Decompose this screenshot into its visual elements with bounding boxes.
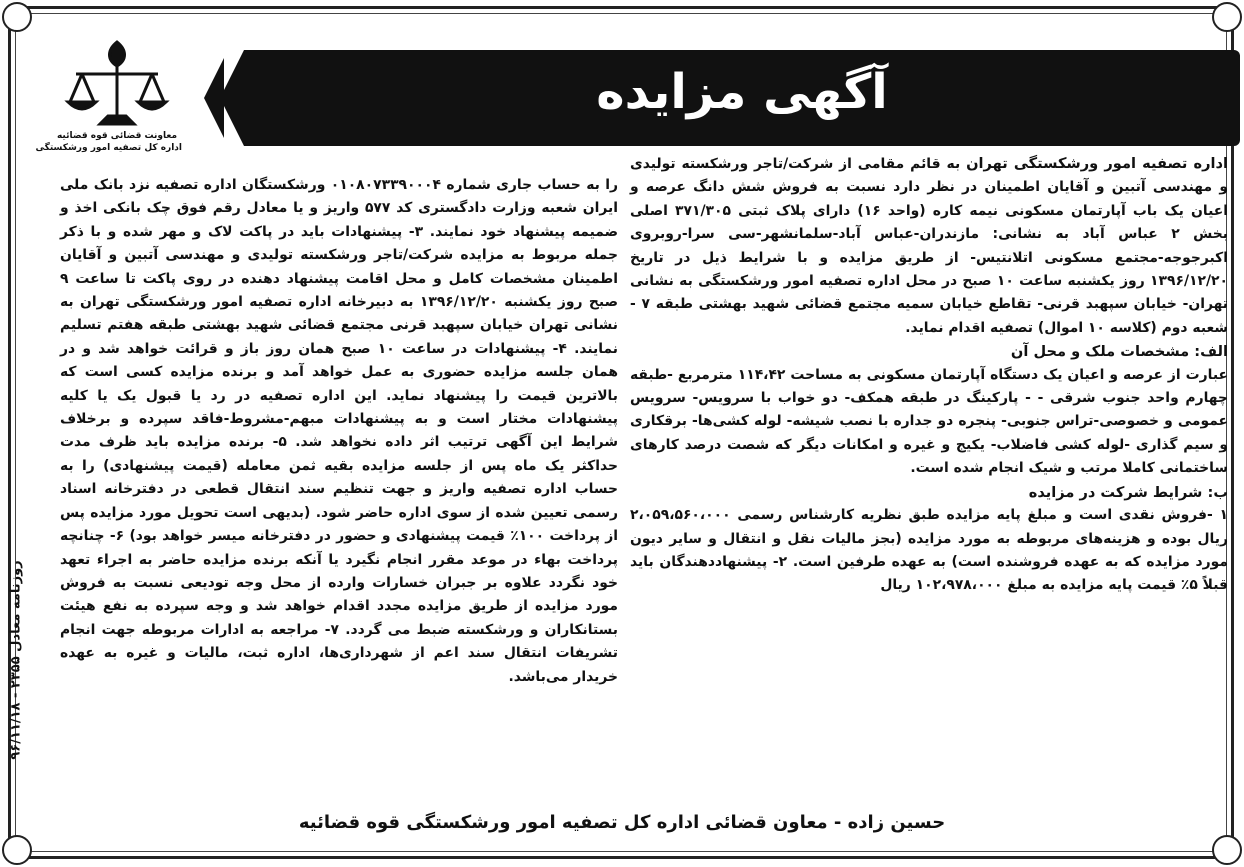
frame-corner-ornament bbox=[2, 2, 32, 32]
intro-body: به قائم مقامی از شرکت/تاجر ورشکسته تولیدی و مهندسی آتبین و آقایان اطمینان در نظر دارد نسبت به فروش شش دانگ عرصه و اعیان یک باب آپارتمان مسکونی نیمه کاره (واحد ۱۶) دارای پلاک ثبتی ۳۷۱/۳۰۵ اصلی بخش ۲ عباس آباد به نشانی: مازندران-عباس آباد-سلمانشهر-سی سرا-روبروی اکبرجوجه-مجتمع مسکونی اتلانتیس- از طریق مزایده و با شرایط ذیل در تاریخ ۱۳۹۶/۱۲/۲۰ روز یکشنبه ساعت ۱۰ صبح در محل اداره تصفیه امور ورشکستگی به نشانی تهران- خیابان سپهبد قرنی- تقاطع خیابان سمیه مجتمع قضائی شهید بهشتی طبقه ۷ - شعبه دوم (کلاسه ۱۰ اموال) تصفیه اقدام نماید. bbox=[630, 156, 1229, 336]
section-b-heading: ب: شرایط شرکت در مزایده bbox=[1028, 483, 1228, 501]
emblem-caption-line1: معاونت قضائی قوه قضائیه bbox=[56, 131, 178, 141]
emblem-caption-line2: اداره کل تصفیه امور ورشکستگی bbox=[35, 143, 182, 153]
ad-column-right bbox=[630, 152, 1228, 598]
issuer-name: اداره تصفیه امور ورشکستگی تهران bbox=[966, 155, 1228, 172]
judiciary-emblem bbox=[35, 36, 182, 160]
ad-column-left bbox=[60, 174, 618, 689]
section-a-heading: الف: مشخصات ملک و محل آن bbox=[1010, 343, 1228, 361]
intro-paragraph bbox=[630, 152, 1228, 340]
section-a-body: عبارت از عرصه و اعیان یک دستگاه آپارتمان مسکونی به مساحت ۱۱۴،۴۲ مترمربع -طبقه چهارم واحد جنوب شرقی - - پارکینگ در طبقه همکف- دو خواب با سرویس- سرویس عمومی و خصوصی-تراس جنوبی- پنجره دو جداره با نصب شیشه- لوله کشی‌ها- برقکاری و سیم گذاری -لوله کشی فاضلاب- یکیج و غیره و امکانات دیگر که شصت درصد کارهای ساختمانی کاملا مرتب و شیک انجام شده است. bbox=[630, 366, 1228, 477]
section-b-body-right: ۱ -فروش نقدی است و مبلغ پایه مزایده طبق نظریه کارشناس رسمی ۲،۰۵۹،۵۶۰،۰۰۰ ریال بوده و هزینه‌های مربوطه به مورد مزایده (بجز مالیات نقل و انتقال و سایر دیون مورد مزایده که به عهده فروشنده است) به عهده طرفین است. ۲- پیشنهاددهندگان باید قبلاً ۵٪ قیمت پایه مزایده به مبلغ ۱۰۲،۹۷۸،۰۰۰ ریال bbox=[630, 507, 1228, 594]
scales-of-justice-icon bbox=[62, 36, 172, 130]
signature-line: حسین زاده - معاون قضائی اداره کل تصفیه امور ورشکستگی قوه قضائیه bbox=[298, 812, 946, 833]
frame-corner-ornament bbox=[1212, 2, 1242, 32]
ad-title: آگهی مزایده bbox=[596, 64, 888, 120]
section-b-body-left: را به حساب جاری شماره ۰۱۰۸۰۷۳۳۹۰۰۰۴ ورشکستگان اداره تصفیه نزد بانک ملی ایران شعبه وزارت دادگستری کد ۵۷۷ واریز و یا معادل رقم فوق چک بانکی اخذ و ضمیمه پیشنهاد خود نمایند. ۳- پیشنهادات باید در پاکت لاک و مهر شده و با ذکر جمله مربوط به مزایده شرکت/تاجر ورشکسته تولیدی و مهندسی آتبین و آقایان اطمینان مشخصات کامل و محل اقامت پیشنهاد دهنده در روی پاکت تا ساعت ۹ صبح روز یکشنبه ۱۳۹۶/۱۲/۲۰ به دبیرخانه اداره تصفیه امور ورشکستگی تهران به نشانی تهران خیابان سپهبد قرنی مجتمع قضائی شهید بهشتی طبقه هفتم تسلیم نمایند. ۴- پیشنهادات در ساعت ۱۰ صبح همان روز باز و قرائت خواهد شد و در همان جلسه مزایده حضوری به عمل خواهد آمد و برنده مزایده کسی است که بالاترین قیمت را پیشنهاد نماید. این اداره تصفیه در رد یا قبول یک یا کلیه پیشنهادات مختار است و به پیشنهادات مبهم-مشروط-فاقد سپرده و برخلاف شرایط این آگهی ترتیب اثر داده نخواهد شد. ۵- برنده مزایده باید ظرف مدت حداکثر یک ماه پس از جلسه مزایده بقیه ثمن معامله (قیمت پیشنهادی) را به حساب اداره تصفیه واریز و جهت تنظیم سند انتقال قطعی در دفترخانه اسناد رسمی تعیین شده از سوی اداره حاضر شود. (بدیهی است تحویل مورد مزایده پس از پرداخت ۱۰۰٪ قیمت پیشنهادی و حضور در دفترخانه میسر خواهد بود) ۶- چنانچه پرداخت بهاء در موعد مقرر انجام نگیرد یا آنکه برنده مزایده حاضر به اجراء تعهد خود نگردد علاوه بر جبران خسارات وارده از محل وجه تودیعی نسبت به فروش مورد مزایده از طریق مزایده مجدد اقدام خواهد شد و وجه سپرده به نفع هیئت بستانکاران و ورشکسته ضبط می گردد. ۷- مراجعه به ادارات مربوطه جهت انجام تشریفات انتقال سند اعم از شهرداری‌ها، اداره ثبت، مالیات و غیره به عهده خریدار می‌باشد. bbox=[60, 177, 619, 685]
newspaper-reference bbox=[4, 480, 28, 840]
newspaper-reference-text: روزنامه معادل ۲۳۵۵ - ۹۶/۱۱/۱۸ bbox=[8, 560, 24, 760]
frame-corner-ornament bbox=[1212, 835, 1242, 865]
title-banner bbox=[244, 50, 1240, 146]
